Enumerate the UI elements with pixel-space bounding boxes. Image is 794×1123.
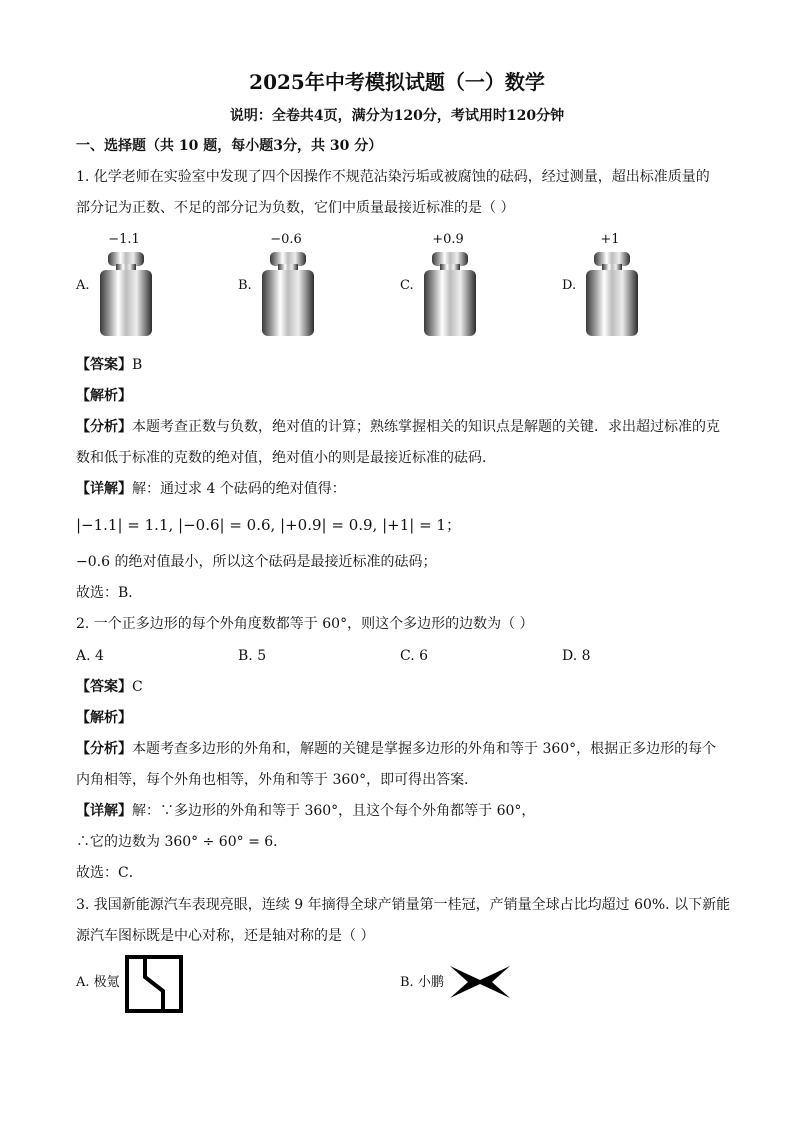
q2-option-d: D. 8 xyxy=(562,648,591,664)
q1-stem-line1: 1. 化学老师在实验室中发现了四个因操作不规范沾染污垢或被腐蚀的砝码，经过测量，超出标准质量的 xyxy=(76,169,710,185)
section-heading: 一、选择题（共 10 题，每小题3分，共 30 分） xyxy=(76,138,383,154)
q1-option-b-letter: B. xyxy=(238,278,252,293)
weight-a-image xyxy=(96,248,156,338)
q1-option-a-value: −1.1 xyxy=(108,232,140,247)
detail-text: 解：通过求 4 个砝码的绝对值得： xyxy=(132,481,346,497)
detail-text: 解：∵多边形的外角和等于 360°，且这个每个外角都等于 60°， xyxy=(132,803,536,819)
q1-option-c-letter: C. xyxy=(400,278,414,293)
q3-option-b-label: B. 小鹏 xyxy=(400,975,444,990)
weight-b-image xyxy=(258,248,318,338)
fenxi-text: 本题考查正数与负数，绝对值的计算；熟练掌握相关的知识点是解题的关键．求出超过标准的克 xyxy=(132,419,720,435)
q1-option-d-value: +1 xyxy=(600,232,620,247)
page-title: 2025年中考模拟试题（一）数学 xyxy=(249,70,545,94)
q2-choose: 故选：C． xyxy=(76,865,143,881)
q3-stem-line1: 3. 我国新能源汽车表现亮眼，连续 9 年摘得全球产销量第一桂冠，产销量全球占比均超过 60%. 以下新能 xyxy=(76,897,731,913)
q1-choose: 故选：B． xyxy=(76,585,143,601)
q1-formula: |−1.1| = 1.1, |−0.6| = 0.6, |+0.9| = 0.9, |+1| = 1； xyxy=(76,516,461,534)
q1-option-a-letter: A. xyxy=(76,278,90,293)
q1-option-b-value: −0.6 xyxy=(270,232,302,247)
answer-tag: 【答案】 xyxy=(76,679,132,695)
zeekr-logo-icon xyxy=(125,955,183,1013)
q1-detail-line3: −0.6 的绝对值最小，所以这个砝码是最接近标准的砝码； xyxy=(76,554,437,570)
fenxi-tag: 【分析】 xyxy=(76,419,132,435)
q1-answer xyxy=(76,356,142,374)
detail-tag: 【详解】 xyxy=(76,481,132,497)
q2-detail-line2: ∴它的边数为 360° ÷ 60° = 6． xyxy=(76,834,288,850)
answer-value: B xyxy=(132,357,143,373)
q1-fenxi-line1 xyxy=(76,418,720,436)
q1-option-d-letter: D. xyxy=(562,278,577,293)
weight-d-image xyxy=(582,248,642,338)
q2-option-c: C. 6 xyxy=(400,648,429,664)
q2-answer xyxy=(76,678,143,696)
answer-tag: 【答案】 xyxy=(76,357,132,373)
q2-stem: 2. 一个正多边形的每个外角度数都等于 60°，则这个多边形的边数为（ ） xyxy=(76,616,534,632)
detail-tag: 【详解】 xyxy=(76,803,132,819)
q3-stem-line2: 源汽车图标既是中心对称，还是轴对称的是（ ） xyxy=(76,928,375,944)
q2-option-a: A. 4 xyxy=(76,648,104,664)
weight-c-image xyxy=(420,248,480,338)
q2-option-b: B. 5 xyxy=(238,648,267,664)
xpeng-logo-icon xyxy=(448,962,512,1002)
q1-analysis-tag: 【解析】 xyxy=(76,388,132,404)
q2-analysis-tag: 【解析】 xyxy=(76,710,132,726)
exam-instructions: 说明：全卷共4页，满分为120分，考试用时120分钟 xyxy=(229,108,565,124)
q1-option-c-value: +0.9 xyxy=(432,232,464,247)
q3-option-a-label: A. 极氪 xyxy=(76,975,120,990)
fenxi-tag: 【分析】 xyxy=(76,741,132,757)
answer-value: C xyxy=(132,679,143,695)
fenxi-text: 本题考查多边形的外角和，解题的关键是掌握多边形的外角和等于 360°，根据正多边形的每个 xyxy=(132,741,717,757)
q1-stem-line2: 部分记为正数、不足的部分记为负数，它们中质量最接近标准的是（ ） xyxy=(76,200,515,216)
q2-fenxi-line2: 内角相等，每个外角也相等，外角和等于 360°，即可得出答案． xyxy=(76,772,479,788)
q2-fenxi-line1 xyxy=(76,740,716,758)
q1-fenxi-line2: 数和低于标准的克数的绝对值，绝对值小的则是最接近标准的砝码． xyxy=(76,450,496,466)
q1-detail-line1 xyxy=(76,480,346,498)
q2-detail-line1 xyxy=(76,802,535,820)
